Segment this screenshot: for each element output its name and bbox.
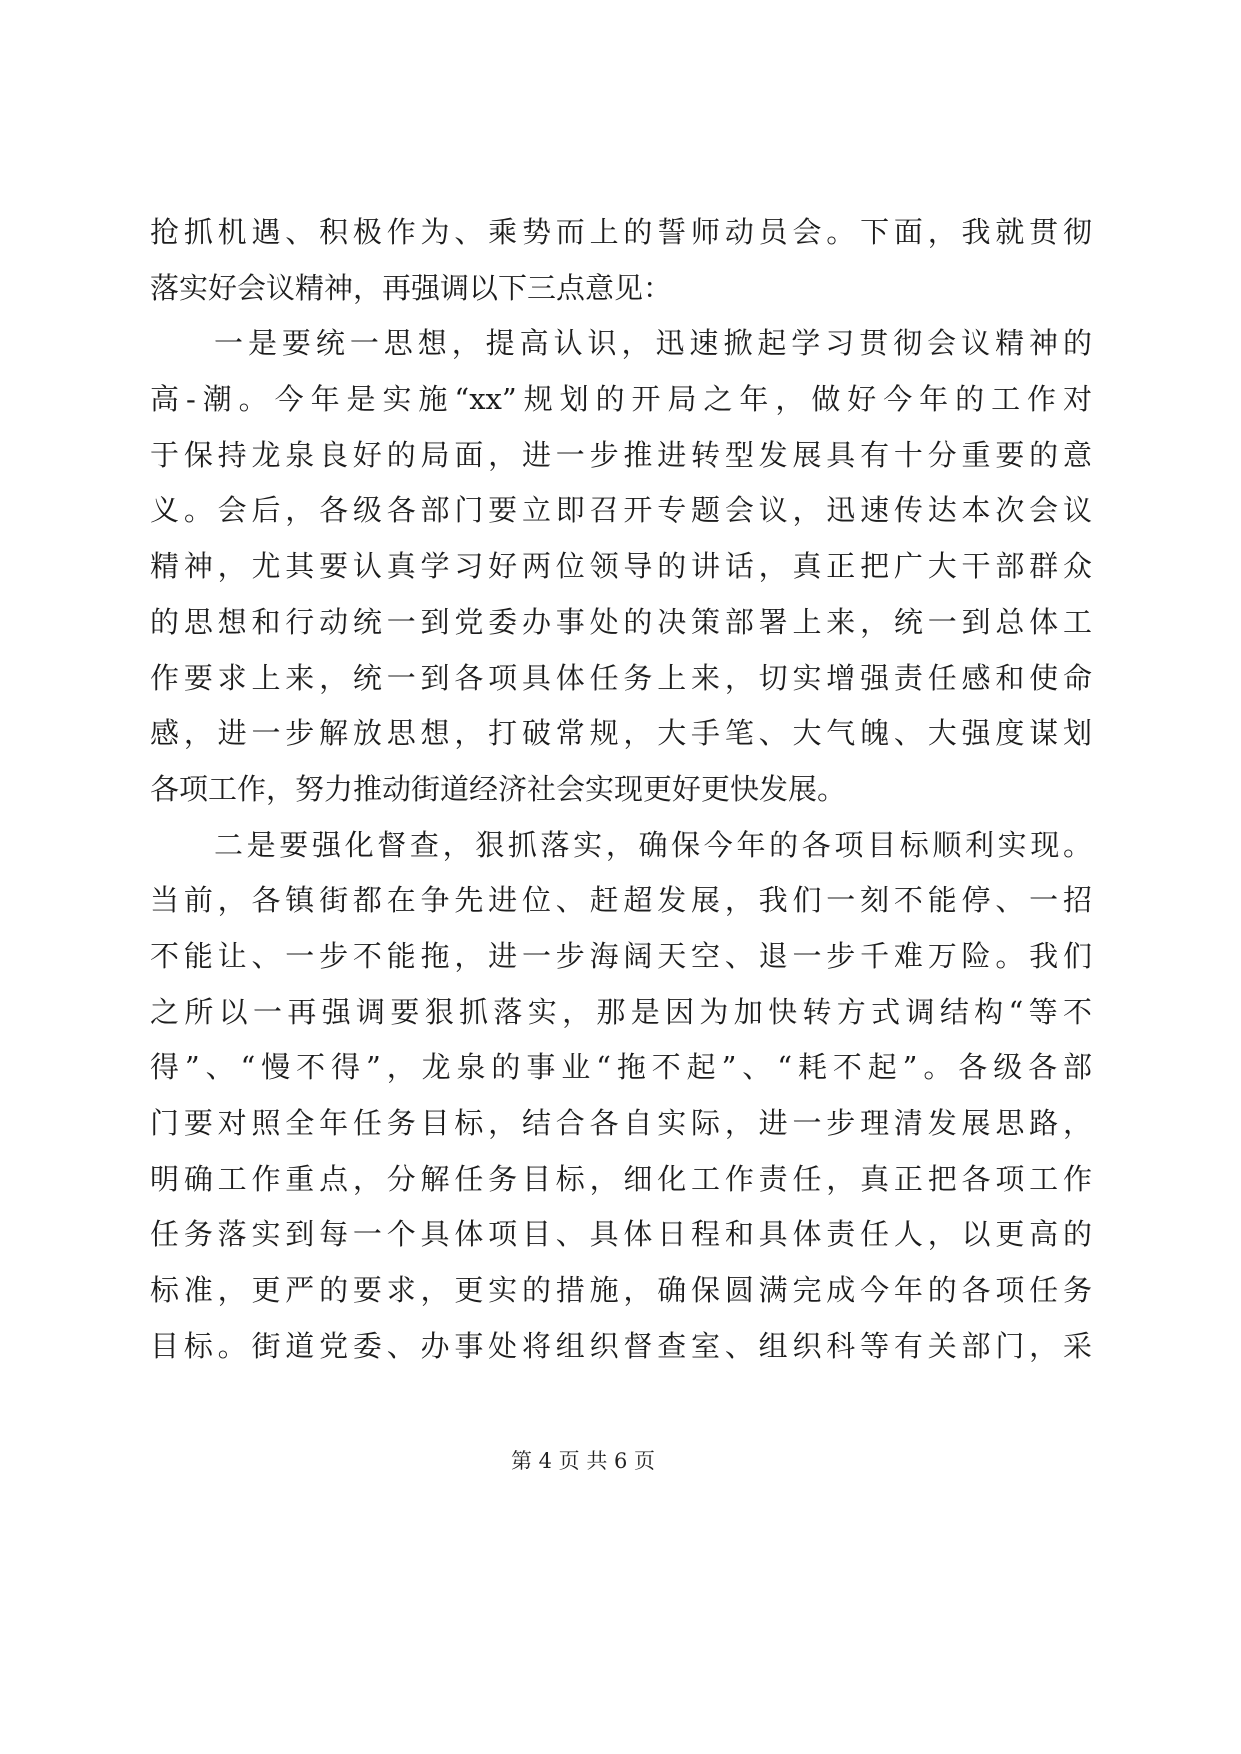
text-line: 于保持龙泉良好的局面，进一步推进转型发展具有十分重要的意 [150,437,1092,472]
text-line: 精神，尤其要认真学习好两位领导的讲话，真正把广大干部群众 [150,549,1092,584]
text-line: 义。会后，各级各部门要立即召开专题会议，迅速传达本次会议 [150,493,1092,528]
text-line: 任务落实到每一个具体项目、具体日程和具体责任人，以更高的 [150,1217,1092,1252]
text-line: 高-潮。今年是实施“xx”规划的开局之年，做好今年的工作对 [150,382,1092,417]
document-body [150,205,1092,1374]
paragraph-point-two [150,818,1092,1375]
text-line: 各项工作，努力推动街道经济社会实现更好更快发展。 [150,771,847,806]
text-line: 抢抓机遇、积极作为、乘势而上的誓师动员会。下面，我就贯彻 [150,215,1092,249]
text-line: 明确工作重点，分解任务目标，细化工作责任，真正把各项工作 [150,1161,1092,1196]
text-line: 当前，各镇街都在争先进位、赶超发展，我们一刻不能停、一招 [150,883,1092,918]
text-line: 标准，更严的要求，更实的措施，确保圆满完成今年的各项任务 [150,1273,1092,1308]
paragraph-continued [150,205,1092,316]
text-line: 得”、“慢不得”，龙泉的事业“拖不起”、“耗不起”。各级各部 [150,1050,1092,1085]
text-line: 一是要统一思想，提高认识，迅速掀起学习贯彻会议精神的 [214,326,1092,361]
text-line: 二是要强化督查，狠抓落实，确保今年的各项目标顺利实现。 [214,827,1092,862]
text-line: 目标。街道党委、办事处将组织督查室、组织科等有关部门，采 [150,1328,1092,1363]
text-line: 不能让、一步不能拖，进一步海阔天空、退一步千难万险。我们 [150,938,1092,973]
text-line: 落实好会议精神，再强调以下三点意见： [150,270,673,305]
text-line: 感，进一步解放思想，打破常规，大手笔、大气魄、大强度谋划 [150,716,1092,751]
text-line: 门要对照全年任务目标，结合各自实际，进一步理清发展思路， [150,1106,1092,1140]
page-footer: 第 4 页 共 6 页 [510,1449,656,1473]
text-line: 之所以一再强调要狠抓落实，那是因为加快转方式调结构“等不 [150,994,1092,1029]
text-line: 作要求上来，统一到各项具体任务上来，切实增强责任感和使命 [150,660,1092,695]
text-line: 的思想和行动统一到党委办事处的决策部署上来，统一到总体工 [150,604,1092,639]
paragraph-point-one [150,316,1092,817]
